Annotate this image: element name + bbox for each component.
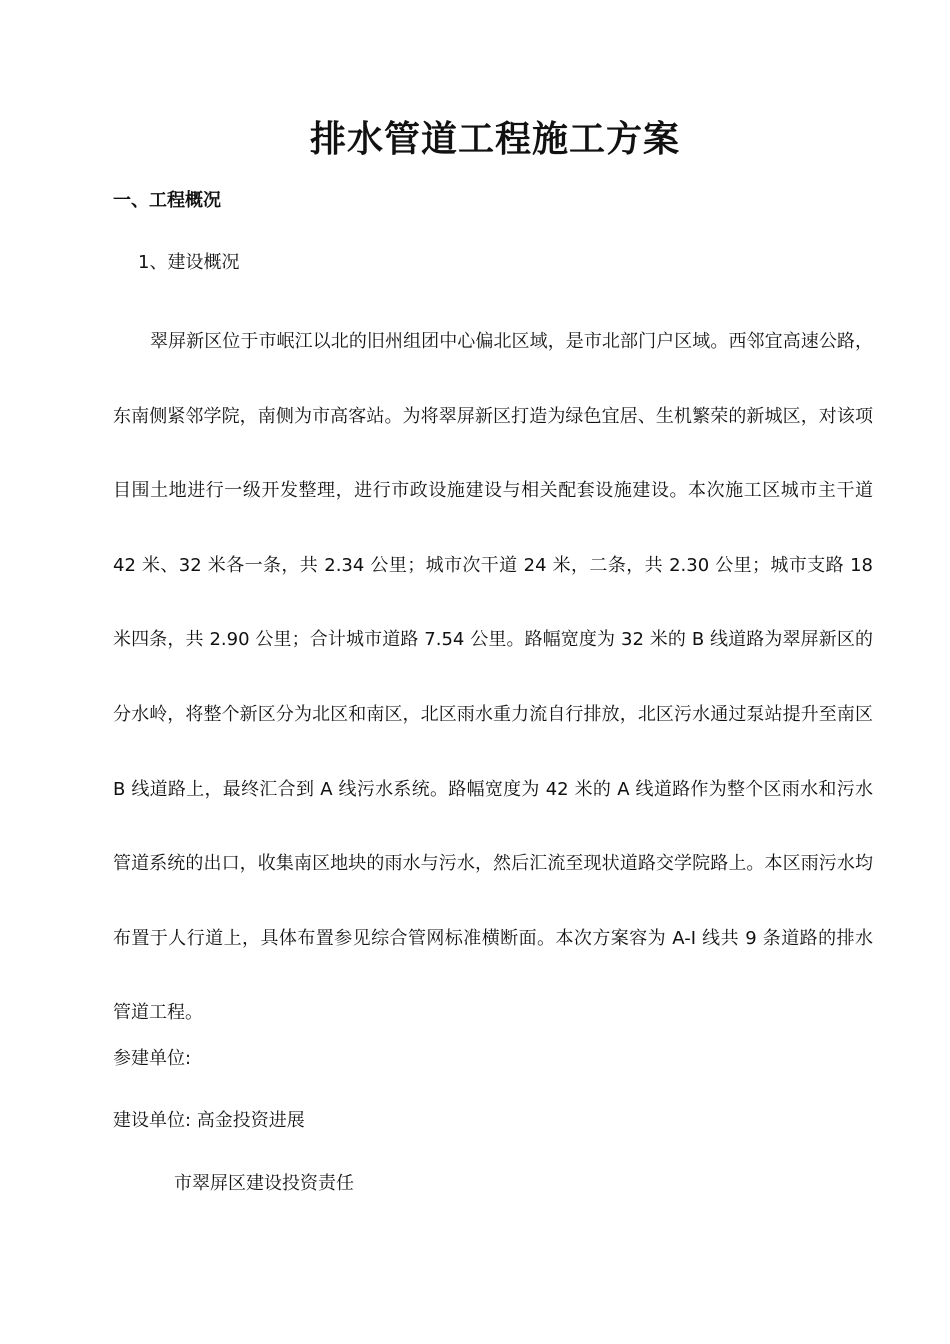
builder-continuation: 市翠屏区建设投资责任 bbox=[174, 1173, 354, 1194]
participants-label: 参建单位: bbox=[113, 1048, 192, 1069]
document-title: 排水管道工程施工方案 bbox=[309, 119, 680, 160]
subsection-heading: 1、建设概况 bbox=[138, 252, 240, 273]
builder-line: 建设单位: 高金投资进展 bbox=[113, 1110, 305, 1131]
section-heading: 一、工程概况 bbox=[113, 190, 221, 211]
overview-paragraph: 翠屏新区位于市岷江以北的旧州组团中心偏北区域，是市北部门户区域。西邻宜高速公路，东南侧紧邻学院，南侧为市高客站。为将翠屏新区打造为绿色宜居、生机繁荣的新城区，对该项目围土地进行一级开发整理，进行市政设施建设与相关配套设施建设。本次施工区城市主干道 42 米、32 米各一条，共 2.34 公里；城市次干道 24 米，二条，共 2.30 公里；城市支路 18 米四条，共 2.90 公里；合计城市道路 7.54 公里。路幅宽度为 32 米的 B 线道路为翠屏新区的分水岭，将整个新区分为北区和南区，北区雨水重力流自行排放，北区污水通过泵站提升至南区 B 线道路上，最终汇合到 A 线污水系统。路幅宽度为 42 米的 A 线道路作为整个区雨水和污水管道系统的出口，收集南区地块的雨水与污水，然后汇流至现状道路交学院路上。本区雨污水均布置于人行道上，具体布置参见综合管网标准横断面。本次方案容为 A-I 线共 9 条道路的排水管道工程。 bbox=[113, 331, 873, 1024]
